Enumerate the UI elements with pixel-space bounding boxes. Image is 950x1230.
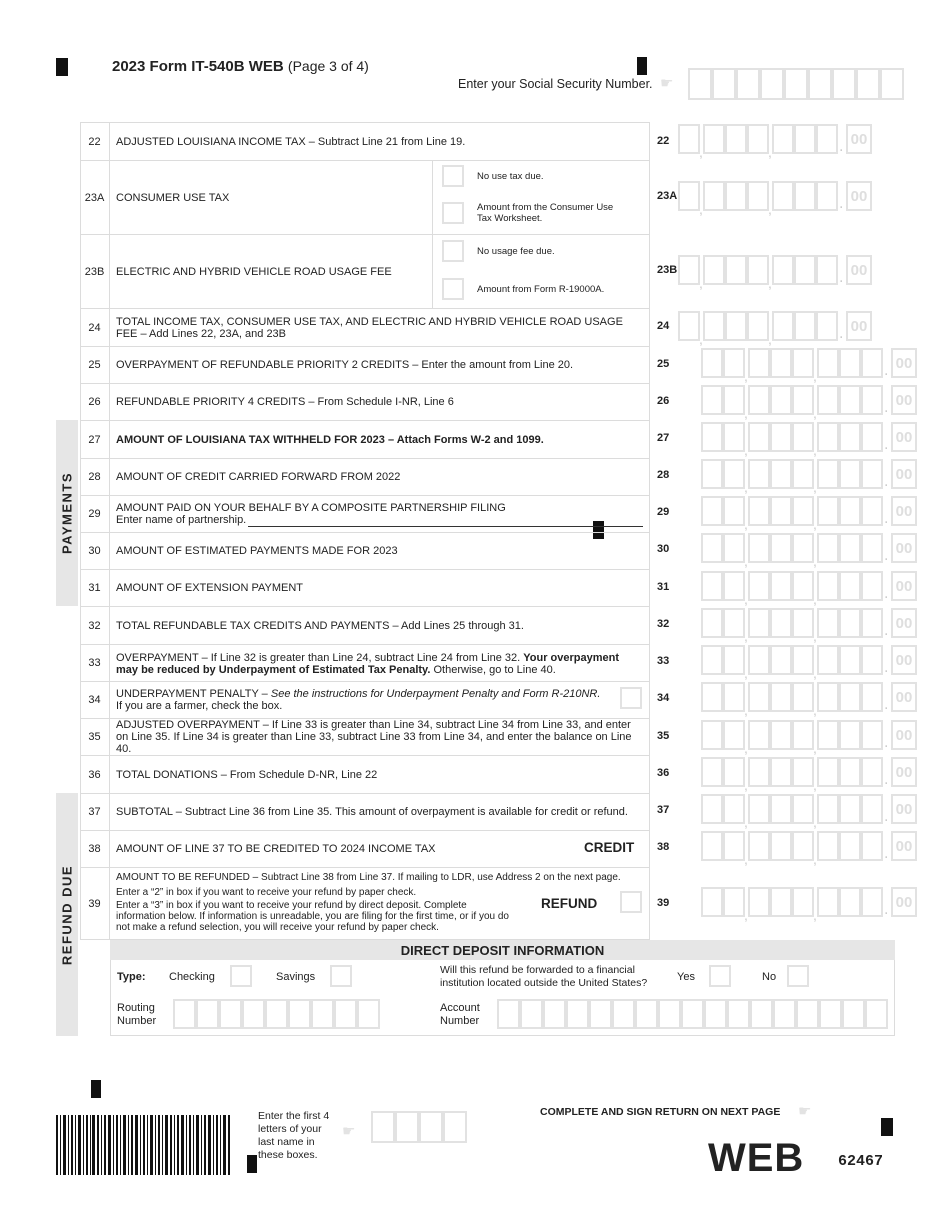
line-number: 34 bbox=[80, 682, 110, 718]
line-number: 39 bbox=[80, 868, 110, 940]
line-37-text: SUBTOTAL – Subtract Line 36 from Line 35. This amount of overpayment is available for credit or refund. bbox=[116, 806, 628, 818]
right-line-number: 23B bbox=[657, 264, 678, 276]
cents-field: 00 bbox=[846, 124, 872, 154]
line-39-direct-deposit-text: Enter a “3” in box if you want to receive your refund by direct deposit. Complete information below. If information is unreadable, you are filing for the first time, or if you do not make a refund selection, you will receive your refund by paper check. bbox=[116, 900, 509, 933]
payments-label-text: PAYMENTS bbox=[59, 471, 75, 555]
yes-label: Yes bbox=[677, 971, 695, 983]
registration-mark bbox=[637, 57, 647, 75]
line-number: 22 bbox=[80, 123, 110, 160]
no-label: No bbox=[762, 971, 777, 983]
line-number: 35 bbox=[80, 719, 110, 755]
cents-field: 00 bbox=[846, 311, 872, 341]
line-28-text: AMOUNT OF CREDIT CARRIED FORWARD FROM 2022 bbox=[116, 471, 401, 483]
amount-input-line-25[interactable] bbox=[701, 348, 917, 378]
line-33-text-end: Otherwise, go to Line 40. bbox=[433, 664, 556, 676]
amount-input-line-36[interactable] bbox=[701, 757, 917, 787]
amount-input-line-26[interactable] bbox=[701, 385, 917, 415]
cents-field: 00 bbox=[891, 757, 917, 787]
form-title bbox=[112, 58, 369, 75]
refund-method-box[interactable] bbox=[620, 891, 642, 913]
right-line-number: 35 bbox=[657, 730, 670, 742]
line-description bbox=[116, 347, 642, 383]
line-33-row bbox=[80, 644, 650, 681]
cents-field: 00 bbox=[891, 385, 917, 415]
registration-mark bbox=[56, 58, 68, 76]
divider bbox=[432, 235, 433, 308]
pointing-hand-icon: ☛ bbox=[342, 1123, 356, 1140]
amount-input-line-30[interactable] bbox=[701, 533, 917, 563]
line-34-row bbox=[80, 681, 650, 718]
line-number: 38 bbox=[80, 831, 110, 867]
line-24-row bbox=[80, 308, 650, 346]
cents-field: 00 bbox=[891, 720, 917, 750]
amount-input-line-24[interactable] bbox=[678, 311, 872, 341]
line-27-text: AMOUNT OF LOUISIANA TAX WITHHELD FOR 2023 – Attach Forms W-2 and 1099. bbox=[116, 433, 544, 446]
line-32-row bbox=[80, 606, 650, 644]
ssn-label: Enter your Social Security Number. bbox=[458, 77, 653, 91]
no-usage-fee-label: No usage fee due. bbox=[477, 246, 555, 257]
cents-field: 00 bbox=[891, 496, 917, 526]
amount-input-line-23b[interactable] bbox=[678, 255, 872, 285]
cents-field: 00 bbox=[891, 831, 917, 861]
use-tax-worksheet-checkbox[interactable] bbox=[442, 202, 464, 224]
form-title-text: 2023 Form IT-540B WEB bbox=[112, 58, 284, 75]
line-description bbox=[116, 607, 642, 644]
line-31-text: AMOUNT OF EXTENSION PAYMENT bbox=[116, 582, 304, 594]
right-line-number: 37 bbox=[657, 804, 670, 816]
line-description bbox=[116, 682, 610, 718]
line-description bbox=[116, 123, 642, 160]
no-use-tax-checkbox[interactable] bbox=[442, 165, 464, 187]
cents-field: 00 bbox=[891, 887, 917, 917]
right-line-number: 31 bbox=[657, 581, 670, 593]
right-line-number: 22 bbox=[657, 135, 670, 147]
cents-field: 00 bbox=[846, 255, 872, 285]
line-35-text: ADJUSTED OVERPAYMENT – If Line 33 is greater than Line 34, subtract Line 34 from Line 33, and enter on Line 35. If Line 34 is greater than Line 33, subtract Line 33 from Line 34, and enter the balance on Line 40. bbox=[116, 719, 632, 755]
line-38-text: AMOUNT OF LINE 37 TO BE CREDITED TO 2024 INCOME TAX bbox=[116, 843, 436, 855]
form-r19000a-label: Amount from Form R-19000A. bbox=[477, 284, 605, 295]
line-number: 28 bbox=[80, 459, 110, 495]
line-31-row bbox=[80, 569, 650, 606]
direct-deposit-title: DIRECT DEPOSIT INFORMATION bbox=[400, 942, 605, 958]
routing-number-label: Routing Number bbox=[117, 1002, 157, 1027]
line-description bbox=[116, 719, 642, 755]
checking-label: Checking bbox=[169, 971, 215, 983]
no-usage-fee-checkbox[interactable] bbox=[442, 240, 464, 262]
line-34-italic-text: See the instructions for Underpayment Penalty and Form R-210NR. bbox=[270, 688, 601, 700]
cents-field: 00 bbox=[891, 348, 917, 378]
routing-number-input[interactable] bbox=[173, 999, 380, 1029]
amount-input-line-23a[interactable] bbox=[678, 181, 872, 211]
line-36-row bbox=[80, 755, 650, 793]
line-number: 32 bbox=[80, 607, 110, 644]
line-24-text: TOTAL INCOME TAX, CONSUMER USE TAX, AND ELECTRIC AND HYBRID VEHICLE ROAD USAGE FEE – Add Lines 22, 23A, and 23B bbox=[116, 315, 623, 340]
farmer-checkbox[interactable] bbox=[620, 687, 642, 709]
use-tax-worksheet-label: Amount from the Consumer Use Tax Worksheet. bbox=[477, 202, 614, 224]
amount-input-line-27[interactable] bbox=[701, 422, 917, 452]
right-line-number: 33 bbox=[657, 655, 670, 667]
line-description bbox=[116, 533, 642, 569]
amount-input-line-32[interactable] bbox=[701, 608, 917, 638]
refund-due-section-label bbox=[56, 793, 78, 1036]
line-22-text: ADJUSTED LOUISIANA INCOME TAX – Subtract Line 21 from Line 19. bbox=[116, 135, 466, 148]
amount-input-line-35[interactable] bbox=[701, 720, 917, 750]
line-number: 29 bbox=[80, 496, 110, 532]
right-line-number: 24 bbox=[657, 320, 670, 332]
line-number: 23A bbox=[80, 161, 110, 234]
line-36-text: TOTAL DONATIONS – From Schedule D-NR, Line 22 bbox=[116, 768, 378, 781]
line-description bbox=[116, 831, 642, 867]
page-info: (Page 3 of 4) bbox=[287, 58, 369, 74]
line-description bbox=[116, 794, 642, 830]
line-number: 24 bbox=[80, 309, 110, 346]
line-26-row bbox=[80, 383, 650, 420]
line-description bbox=[116, 756, 642, 793]
line-23b-row bbox=[80, 234, 650, 308]
amount-input-line-39[interactable] bbox=[701, 887, 917, 917]
line-39-text: AMOUNT TO BE REFUNDED – Subtract Line 38 from Line 37. If mailing to LDR, use Address 2 on the next page. bbox=[116, 872, 621, 883]
amount-input-line-33[interactable] bbox=[701, 645, 917, 675]
line-number: 30 bbox=[80, 533, 110, 569]
line-25-row bbox=[80, 346, 650, 383]
line-34-farmer-text: If you are a farmer, check the box. bbox=[116, 700, 283, 712]
form-r19000a-checkbox[interactable] bbox=[442, 278, 464, 300]
line-number: 25 bbox=[80, 347, 110, 383]
line-number: 36 bbox=[80, 756, 110, 793]
line-37-row bbox=[80, 793, 650, 830]
pointing-hand-icon: ☛ bbox=[798, 1103, 812, 1120]
account-number-input[interactable] bbox=[497, 999, 888, 1029]
line-description bbox=[116, 161, 430, 234]
registration-mark bbox=[881, 1118, 893, 1136]
pointing-hand-icon: ☛ bbox=[660, 75, 674, 92]
cents-field: 00 bbox=[891, 422, 917, 452]
line-number: 23B bbox=[80, 235, 110, 308]
line-number: 33 bbox=[80, 645, 110, 681]
line-description bbox=[116, 309, 642, 346]
direct-deposit-header bbox=[110, 940, 895, 960]
account-number-label: Account Number bbox=[440, 1002, 480, 1027]
line-29-subtext: Enter name of partnership. bbox=[116, 514, 247, 526]
checking-checkbox[interactable] bbox=[230, 965, 252, 987]
right-line-number: 25 bbox=[657, 358, 670, 370]
line-34-text: UNDERPAYMENT PENALTY – bbox=[116, 688, 268, 700]
line-23a-text: CONSUMER USE TAX bbox=[116, 191, 230, 204]
last-name-letters-input[interactable] bbox=[371, 1111, 467, 1143]
right-line-number: 38 bbox=[657, 841, 670, 853]
no-use-tax-label: No use tax due. bbox=[477, 171, 544, 182]
right-line-number: 23A bbox=[657, 190, 678, 202]
line-29-text: AMOUNT PAID ON YOUR BEHALF BY A COMPOSITE PARTNERSHIP FILING bbox=[116, 502, 506, 514]
complete-sign-notice: COMPLETE AND SIGN RETURN ON NEXT PAGE bbox=[540, 1106, 781, 1118]
savings-label: Savings bbox=[276, 971, 316, 983]
line-description bbox=[116, 235, 430, 308]
cents-field: 00 bbox=[891, 645, 917, 675]
refund-due-label-text: REFUND DUE bbox=[59, 864, 75, 965]
barcode bbox=[56, 1115, 232, 1175]
registration-mark bbox=[247, 1155, 257, 1173]
line-38-row bbox=[80, 830, 650, 867]
amount-input-line-37[interactable] bbox=[701, 794, 917, 824]
line-description bbox=[116, 384, 642, 420]
line-number: 27 bbox=[80, 421, 110, 458]
line-32-text: TOTAL REFUNDABLE TAX CREDITS AND PAYMENTS – Add Lines 25 through 31. bbox=[116, 619, 524, 632]
right-line-number: 28 bbox=[657, 469, 670, 481]
payments-section-label bbox=[56, 420, 78, 606]
line-number: 37 bbox=[80, 794, 110, 830]
line-description bbox=[116, 421, 642, 458]
last-name-prompt: Enter the first 4 letters of your last name in these boxes. bbox=[258, 1110, 330, 1161]
line-number: 31 bbox=[80, 570, 110, 606]
cents-field: 00 bbox=[891, 533, 917, 563]
registration-mark bbox=[91, 1080, 101, 1098]
amount-input-line-34[interactable] bbox=[701, 682, 917, 712]
cents-field: 00 bbox=[891, 794, 917, 824]
line-30-row bbox=[80, 532, 650, 569]
line-28-row bbox=[80, 458, 650, 495]
right-line-number: 26 bbox=[657, 395, 670, 407]
savings-checkbox[interactable] bbox=[330, 965, 352, 987]
line-22-row bbox=[80, 122, 650, 160]
line-description bbox=[116, 645, 642, 681]
line-26-text: REFUNDABLE PRIORITY 4 CREDITS – From Schedule I-NR, Line 6 bbox=[116, 396, 454, 408]
line-35-row bbox=[80, 718, 650, 755]
foreign-yes-checkbox[interactable] bbox=[709, 965, 731, 987]
line-33-bold-text: Your overpayment may be reduced by Underpayment of Estimated Tax Penalty. bbox=[116, 652, 620, 676]
cents-field: 00 bbox=[891, 459, 917, 489]
line-30-text: AMOUNT OF ESTIMATED PAYMENTS MADE FOR 2023 bbox=[116, 545, 398, 557]
account-type-label: Type: bbox=[117, 971, 146, 983]
foreign-no-checkbox[interactable] bbox=[787, 965, 809, 987]
line-23b-text: ELECTRIC AND HYBRID VEHICLE ROAD USAGE FEE bbox=[116, 265, 392, 278]
line-description bbox=[116, 459, 642, 495]
right-line-number: 29 bbox=[657, 506, 670, 518]
cents-field: 00 bbox=[891, 682, 917, 712]
amount-input-line-31[interactable] bbox=[701, 571, 917, 601]
right-line-number: 39 bbox=[657, 897, 670, 909]
line-number: 26 bbox=[80, 384, 110, 420]
line-27-row bbox=[80, 420, 650, 458]
amount-input-line-38[interactable] bbox=[701, 831, 917, 861]
line-39-paper-check-text: Enter a “2” in box if you want to receive your refund by paper check. bbox=[116, 887, 417, 898]
amount-input-line-22[interactable] bbox=[678, 124, 872, 154]
cents-field: 00 bbox=[891, 571, 917, 601]
right-line-number: 34 bbox=[657, 692, 670, 704]
line-25-text: OVERPAYMENT OF REFUNDABLE PRIORITY 2 CREDITS – Enter the amount from Line 20. bbox=[116, 359, 574, 371]
web-mark: WEB bbox=[708, 1136, 805, 1180]
amount-input-line-29[interactable] bbox=[701, 496, 917, 526]
credit-tag: CREDIT bbox=[584, 840, 635, 855]
line-description bbox=[116, 570, 642, 606]
right-line-number: 36 bbox=[657, 767, 670, 779]
right-line-number: 30 bbox=[657, 543, 670, 555]
line-33-text: OVERPAYMENT – If Line 32 is greater than Line 24, subtract Line 24 from Line 32. bbox=[116, 652, 521, 664]
amount-input-line-28[interactable] bbox=[701, 459, 917, 489]
foreign-institution-question: Will this refund be forwarded to a financial institution located outside the United States? bbox=[440, 964, 648, 989]
refund-tag: REFUND bbox=[541, 896, 598, 911]
ssn-input[interactable] bbox=[688, 68, 904, 100]
cents-field: 00 bbox=[891, 608, 917, 638]
divider bbox=[432, 161, 433, 234]
partnership-name-input[interactable] bbox=[248, 526, 643, 528]
cents-field: 00 bbox=[846, 181, 872, 211]
right-line-number: 32 bbox=[657, 618, 670, 630]
form-code: 62467 bbox=[838, 1153, 884, 1170]
right-line-number: 27 bbox=[657, 432, 670, 444]
